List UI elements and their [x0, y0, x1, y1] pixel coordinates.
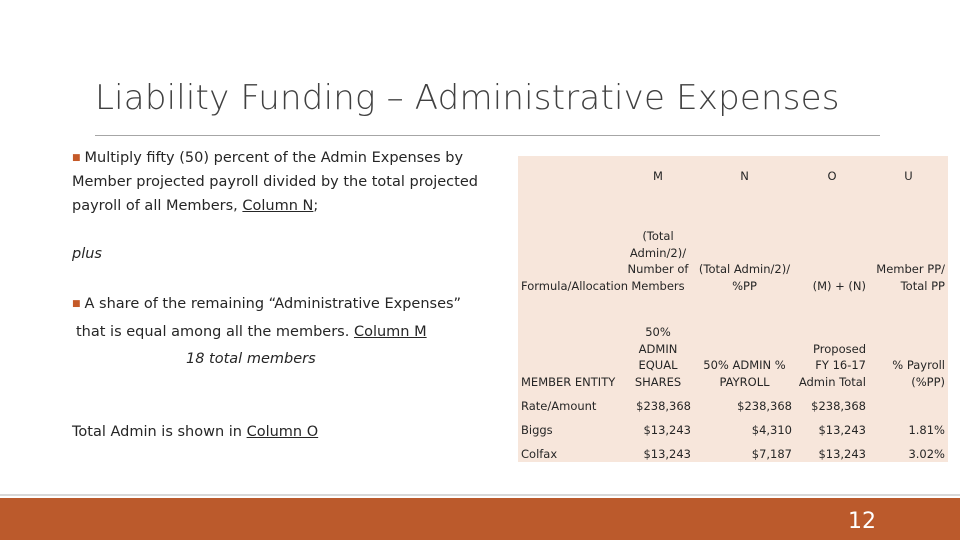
row-n: $7,187 — [751, 446, 792, 461]
row-o: $13,243 — [818, 446, 866, 461]
row-o: $238,368 — [811, 398, 866, 413]
footer-bar — [0, 498, 960, 540]
title-divider — [95, 135, 880, 136]
square-bullet-icon: ■ — [72, 299, 81, 309]
column-letter: U — [904, 168, 913, 183]
bullet-2 — [72, 292, 461, 316]
bullet-2-line-2-text: that is equal among all the members. — [76, 324, 354, 340]
square-bullet-icon: ■ — [72, 153, 81, 163]
column-letter: N — [740, 168, 749, 183]
column-o-link: Column O — [246, 424, 319, 440]
formula-o: (M) + (N) — [812, 278, 866, 293]
column-m-link: Column M — [353, 324, 427, 340]
header-u: % Payroll (%PP) — [892, 358, 945, 389]
header-n: 50% ADMIN % PAYROLL — [703, 358, 786, 389]
row-n: $238,368 — [737, 398, 792, 413]
column-letter-row — [518, 156, 948, 184]
row-u — [869, 390, 948, 414]
plus-text: plus — [72, 246, 102, 262]
row-m: $13,243 — [643, 422, 691, 437]
bullet-1-text: Multiply fifty (50) percent of the Admin Expenses by Member projected payroll divided by the total projected payroll of all Members, — [72, 150, 478, 214]
table-row — [518, 414, 948, 438]
footer-divider — [0, 494, 960, 496]
formula-label: Formula/Allocation — [521, 278, 629, 293]
page-number: 12 — [848, 509, 876, 534]
row-o: $13,243 — [818, 422, 866, 437]
row-u: 3.02% — [908, 446, 945, 461]
total-admin-note — [72, 420, 318, 444]
formula-n: (Total Admin/2)/ %PP — [698, 262, 791, 293]
members-note: 18 total members — [186, 351, 316, 367]
column-letter: M — [653, 168, 663, 183]
bullet-2-line-2 — [76, 320, 427, 344]
row-m: $238,368 — [636, 398, 691, 413]
admin-expense-table — [518, 156, 948, 462]
bullet-1 — [72, 146, 492, 218]
row-u: 1.81% — [908, 422, 945, 437]
table-row — [518, 438, 948, 462]
column-n-link: Column N — [242, 198, 314, 214]
header-row — [518, 294, 948, 390]
row-entity: Biggs — [521, 422, 553, 437]
row-entity: Colfax — [521, 446, 558, 461]
header-m: 50% ADMIN EQUAL SHARES — [634, 325, 682, 389]
row-entity: Rate/Amount — [521, 398, 597, 413]
header-entity: MEMBER ENTITY — [521, 374, 616, 389]
table-row — [518, 390, 948, 414]
row-m: $13,243 — [643, 446, 691, 461]
formula-u: Member PP/ Total PP — [876, 262, 945, 293]
row-n: $4,310 — [751, 422, 792, 437]
header-o: Proposed FY 16-17 Admin Total — [798, 341, 866, 389]
bullet-1-suffix: ; — [313, 198, 319, 214]
formula-m: (Total Admin/2)/ Number of Members — [627, 229, 689, 293]
bullet-2-text: A share of the remaining “Administrative Expenses” — [84, 296, 462, 312]
formula-row — [518, 184, 948, 294]
column-letter — [518, 156, 622, 184]
total-admin-text: Total Admin is shown in — [72, 424, 247, 440]
column-letter: O — [827, 168, 837, 183]
slide-title: Liability Funding – Administrative Expenses — [95, 78, 840, 118]
